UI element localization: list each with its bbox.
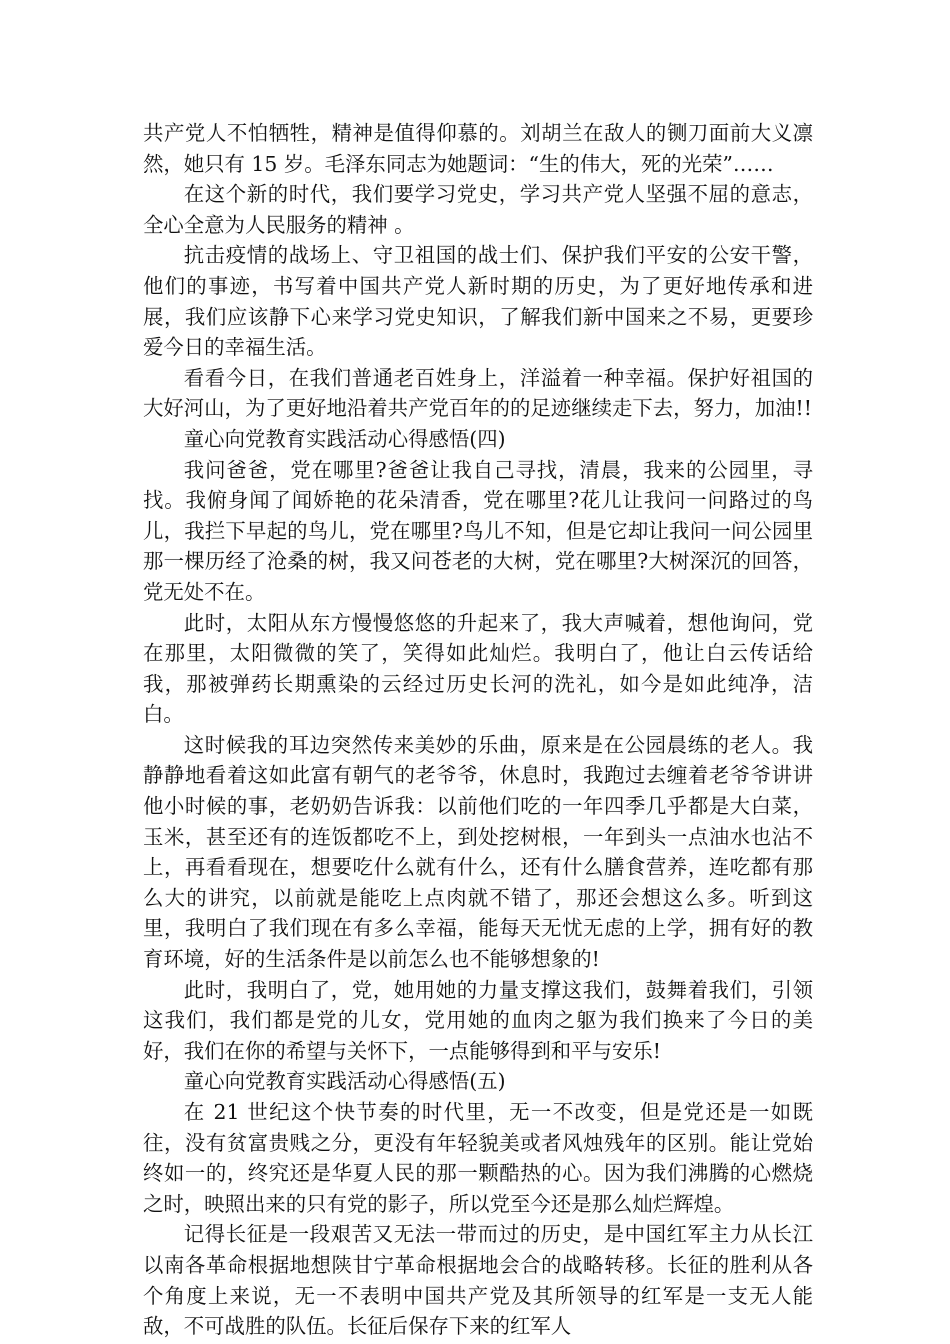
document-body	[143, 118, 813, 1342]
paragraph-3: 抗击疫情的战场上、守卫祖国的战士们、保护我们平安的公安干警，他们的事迹，书写着中国共产党人新时期的历史，为了更好地传承和进展，我们应该静下心来学习党史知识，了解我们新中国来之不易，更要珍爱今日的幸福生活。	[143, 243, 813, 360]
paragraph-8: 此时，我明白了，党，她用她的力量支撑这我们，鼓舞着我们，引领这我们，我们都是党的儿女，党用她的血肉之躯为我们换来了今日的美好，我们在你的希望与关怀下，一点能够得到和平与安乐!	[143, 977, 813, 1063]
paragraph-5: 我问爸爸，党在哪里?爸爸让我自己寻找，清晨，我来的公园里，寻找。我俯身闻了闻娇艳的花朵清香，党在哪里?花儿让我问一问路过的鸟儿，我拦下早起的鸟儿，党在哪里?鸟儿不知，但是它却让我问一问公园里那一棵历经了沧桑的树，我又问苍老的大树，党在哪里?大树深沉的回答，党无处不在。	[143, 457, 813, 604]
paragraph-10: 记得长征是一段艰苦又无法一带而过的历史，是中国红军主力从长江以南各革命根据地想陕甘宁革命根据地会合的战略转移。长征的胜利从各个角度上来说，无一不表明中国共产党及其所领导的红军是一支无人能敌，不可战胜的队伍。长征后保存下来的红军人	[143, 1222, 813, 1339]
paragraph-6: 此时，太阳从东方慢慢悠悠的升起来了，我大声喊着，想他询问，党在那里，太阳微微的笑了，笑得如此灿烂。我明白了，他让白云传话给我，那被弹药长期熏染的云经过历史长河的洗礼，如今是如此纯净，洁白。	[143, 610, 813, 727]
paragraph-7: 这时候我的耳边突然传来美妙的乐曲，原来是在公园晨练的老人。我静静地看着这如此富有朝气的老爷爷，休息时，我跑过去缠着老爷爷讲讲他小时候的事，老奶奶告诉我：以前他们吃的一年四季几乎都是大白菜，玉米，甚至还有的连饭都吃不上，到处挖树根，一年到头一点油水也沾不上，再看看现在，想要吃什么就有什么，还有什么膳食营养，连吃都有那么大的讲究，以前就是能吃上点肉就不错了，那还会想这么多。听到这里，我明白了我们现在有多么幸福，能每天无忧无虑的上学，拥有好的教育环境，好的生活条件是以前怎么也不能够想象的!	[143, 732, 813, 972]
paragraph-1: 共产党人不怕牺牲，精神是值得仰慕的。刘胡兰在敌人的铡刀面前大义凛然，她只有 15 岁。毛泽东同志为她题词：“生的伟大，死的光荣”……	[143, 121, 813, 176]
paragraph-9: 在 21 世纪这个快节奏的时代里，无一不改变，但是党还是一如既往，没有贫富贵贱之分，更没有年轻貌美或者风烛残年的区别。能让党始终如一的，终究还是华夏人民的那一颗酷热的心。因为我们沸腾的心燃烧之时，映照出来的只有党的影子，所以党至今还是那么灿烂辉煌。	[143, 1100, 813, 1216]
paragraph-2: 在这个新的时代，我们要学习党史，学习共产党人坚强不屈的意志，全心全意为人民服务的精神 。	[143, 182, 813, 237]
section-heading-5: 童心向党教育实践活动心得感悟(五)	[183, 1069, 506, 1094]
section-heading-4: 童心向党教育实践活动心得感悟(四)	[183, 426, 506, 451]
paragraph-4: 看看今日，在我们普通老百姓身上，洋溢着一种幸福。保护好祖国的大好河山，为了更好地沿着共产党百年的的足迹继续走下去，努力，加油!!	[143, 365, 813, 421]
